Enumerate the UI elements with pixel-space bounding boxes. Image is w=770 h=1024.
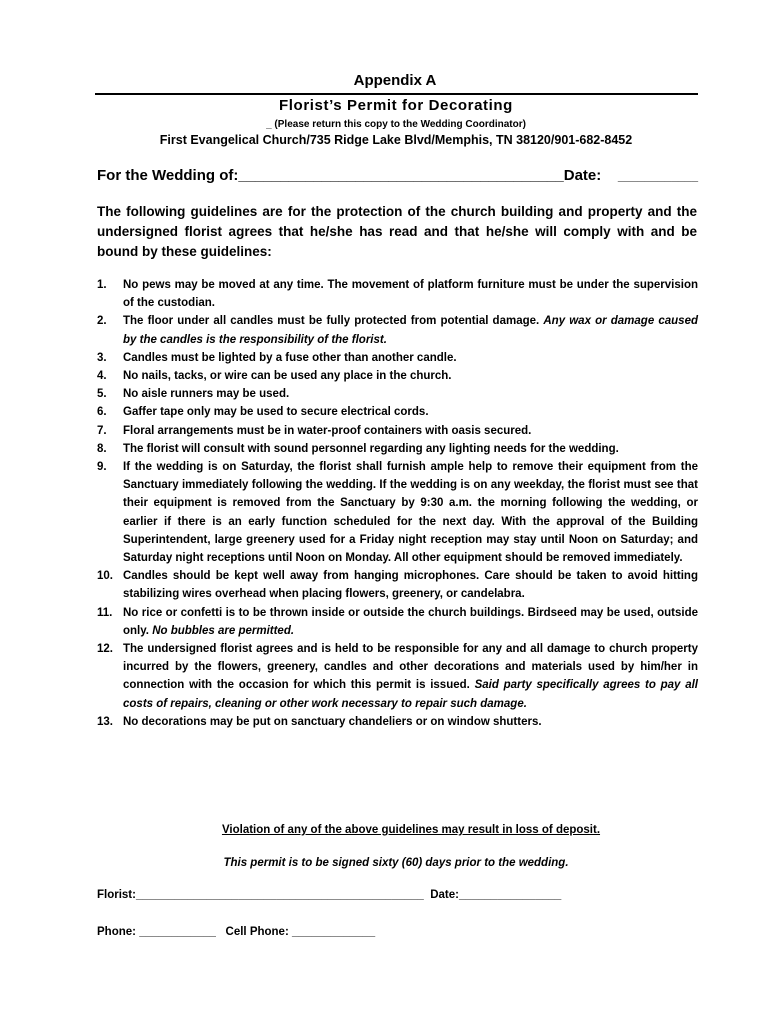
guideline-item (97, 385, 698, 403)
guideline-number: 8. (97, 442, 107, 455)
wedding-line (97, 167, 698, 184)
guideline-emphasis: Any wax or damage caused by the candles is the responsibility of the florist. (123, 315, 698, 346)
guideline-number: 4. (97, 370, 107, 383)
return-note: (Please return this copy to the Wedding Coordinator) (274, 119, 526, 130)
wedding-of-label: For the Wedding of: (97, 167, 239, 184)
guideline-text: No rice or confetti is to be thrown inside or outside the church buildings. Birdseed may be used, outside only. (123, 606, 698, 637)
guideline-text: The undersigned florist agrees and is held to be responsible for any and all damage to church property incurred by the flowers, greenery, candles and other decorations and materials used by him/her in connection with the occasion for which this permit is issued. (123, 643, 698, 692)
appendix-heading: Appendix A (353, 72, 437, 89)
florist-label: Florist: (97, 889, 136, 901)
guideline-item (97, 440, 698, 458)
guideline-item (97, 422, 698, 440)
guideline-number: 9. (97, 461, 107, 474)
guideline-text: The florist will consult with sound personnel regarding any lighting needs for the wedding. (123, 442, 619, 455)
guideline-number: 13. (97, 715, 113, 728)
guideline-text: No pews may be moved at any time. The movement of platform furniture must be under the supervision of the custodian. (123, 279, 698, 310)
phone-line (97, 926, 375, 938)
guideline-number: 11. (97, 606, 113, 619)
guideline-number: 1. (97, 279, 107, 291)
return-mark: _ (266, 119, 272, 130)
guideline-number: 6. (97, 406, 107, 419)
guideline-number: 5. (97, 388, 107, 401)
wedding-date-field[interactable]: ____________ (617, 169, 699, 183)
guideline-text: Floral arrangements must be in water-proof containers with oasis secured. (123, 424, 532, 437)
guideline-number: 2. (97, 315, 107, 328)
guideline-item (97, 403, 698, 421)
guideline-number: 10. (97, 570, 113, 583)
guideline-text: No decorations may be put on sanctuary chandeliers or on window shutters. (123, 715, 542, 728)
guideline-item (97, 276, 698, 312)
guideline-text: The floor under all candles must be fully protected from potential damage. (123, 315, 544, 328)
guideline-text: Candles should be kept well away from hanging microphones. Care should be taken to avoid hitting stabilizing wires overhead when placing flowers, greenery, or candelabra. (123, 570, 698, 601)
guideline-item (97, 367, 698, 385)
intro-paragraph: The following guidelines are for the protection of the church building and property and the undersigned florist agrees that he/she has read and that he/she will comply with and be bound by these guidelines: (97, 204, 697, 259)
guideline-text: No aisle runners may be used. (123, 388, 290, 401)
signing-deadline-note: This permit is to be signed sixty (60) days prior to the wedding. (223, 857, 569, 869)
cell-phone-label: Cell Phone: (225, 926, 289, 938)
return-note-line (0, 119, 770, 130)
heading-rule (95, 93, 698, 95)
guideline-emphasis: Said party specifically agrees to pay all costs of repairs, cleaning or other work necessary to repair such damage. (123, 679, 698, 710)
guideline-number: 3. (97, 351, 107, 364)
guideline-emphasis: No bubbles are permitted. (152, 624, 295, 637)
guideline-item (97, 312, 698, 348)
guidelines-list (97, 276, 698, 731)
wedding-date-label: Date: (563, 167, 602, 184)
signature-date-field[interactable]: ________________ (458, 889, 562, 901)
guideline-item (97, 458, 698, 567)
phone-field[interactable]: ____________ (139, 926, 216, 938)
guideline-text: No nails, tacks, or wire can be used any place in the church. (123, 370, 452, 383)
florist-field[interactable]: _____________________________________________ (135, 889, 424, 901)
guideline-number: 7. (97, 424, 107, 437)
page-title: Florist’s Permit for Decorating (279, 97, 513, 114)
guideline-item (97, 567, 698, 603)
florist-signature-line (97, 889, 561, 901)
phone-label: Phone: (97, 926, 136, 938)
violation-notice: Violation of any of the above guidelines may result in loss of deposit. (221, 824, 601, 836)
church-address: First Evangelical Church/735 Ridge Lake Blvd/Memphis, TN 38120/901-682-8452 (159, 133, 633, 147)
guideline-item (97, 604, 698, 640)
guideline-text: If the wedding is on Saturday, the florist shall furnish ample help to remove their equipment from the Sanctuary immediately following the wedding. If the wedding is on any weekday, the florist must see that their equipment is removed from the Sanctuary by 9:30 a.m. the morning following the wedding, or earlier if there is an early function scheduled for the next day. With the approval of the Building Superintendent, large greenery used for a Friday night reception may stay until Noon on Saturday; and Saturday night receptions until Noon on Monday. All other equipment should be removed immediately. (123, 461, 698, 565)
guideline-item (97, 713, 698, 731)
guideline-text: Candles must be lighted by a fuse other than another candle. (123, 351, 457, 364)
cell-phone-field[interactable]: _____________ (292, 926, 376, 938)
guideline-item (97, 349, 698, 367)
signature-date-label: Date: (430, 889, 459, 901)
guideline-item (97, 640, 698, 713)
wedding-of-field[interactable]: _______________________________________ (238, 167, 564, 184)
guideline-number: 12. (97, 643, 113, 656)
guideline-text: Gaffer tape only may be used to secure electrical cords. (123, 406, 429, 419)
